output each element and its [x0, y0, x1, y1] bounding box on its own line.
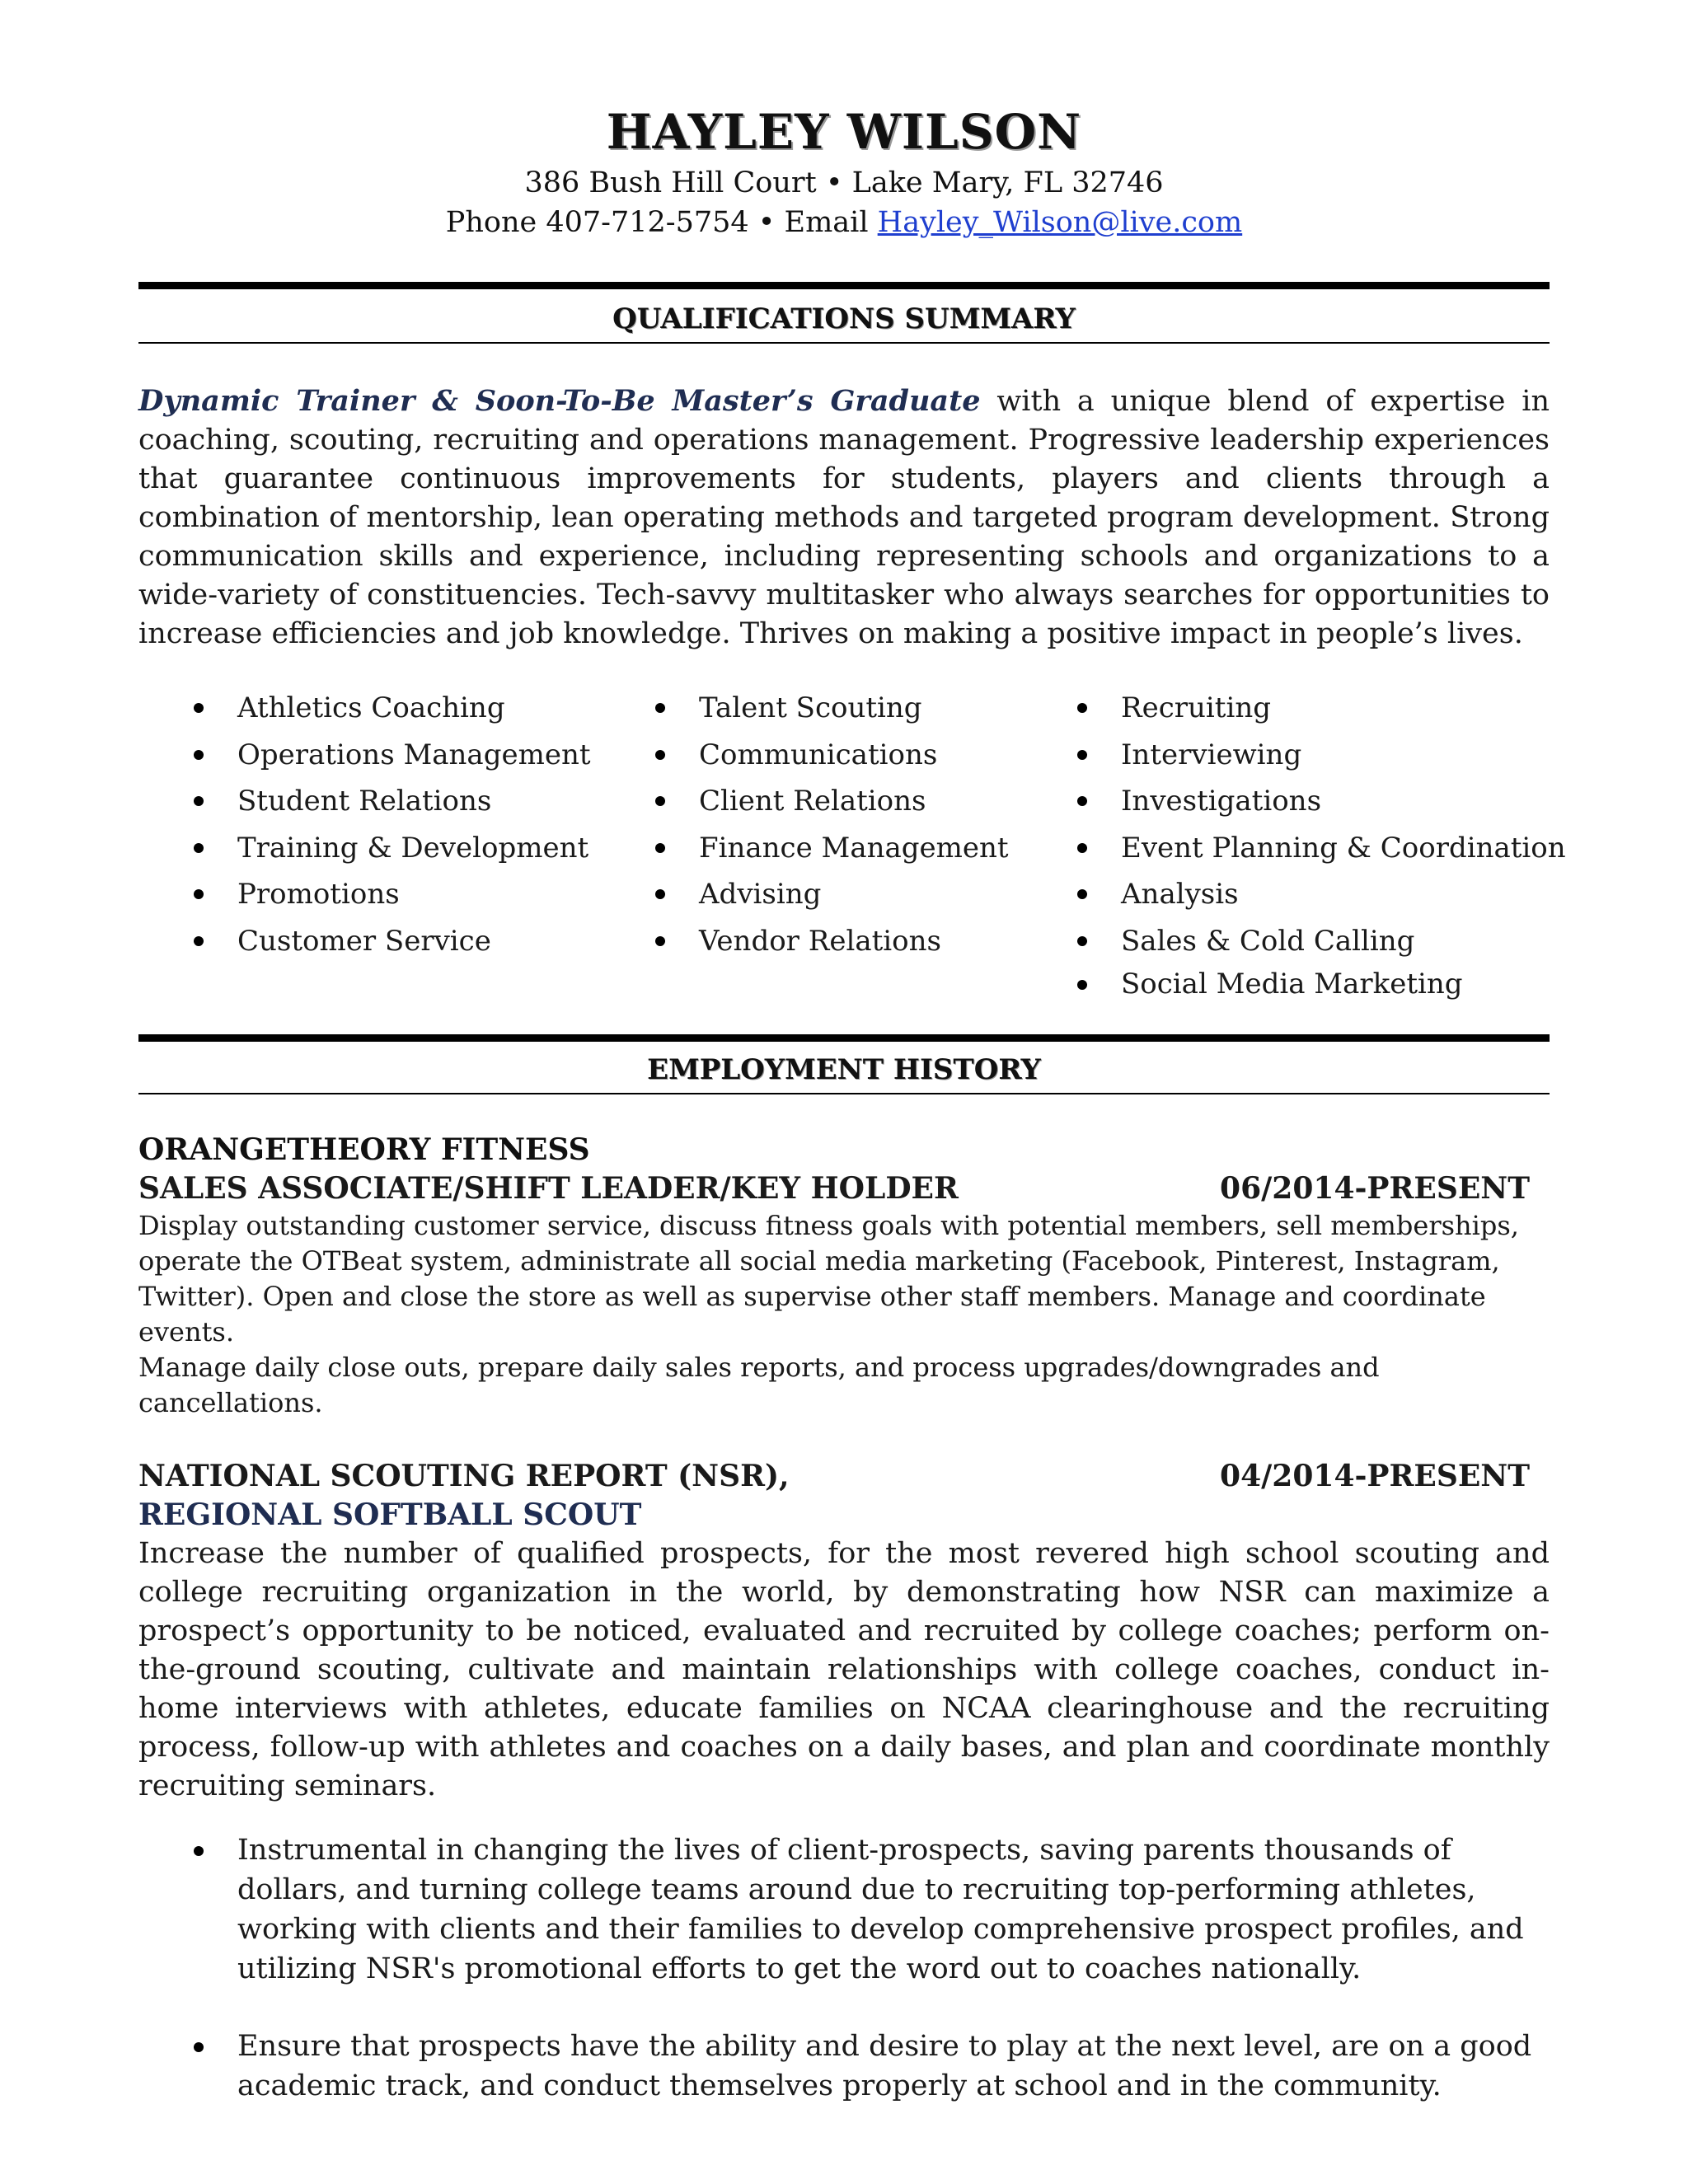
section-divider-thick	[138, 282, 1550, 289]
skills-column-2	[600, 685, 1022, 1005]
candidate-name: HAYLEY WILSON	[606, 104, 1082, 160]
skill-item: Advising	[600, 871, 1022, 918]
skill-item: Training & Development	[138, 825, 600, 872]
skills-column-1	[138, 685, 600, 1005]
skill-item: Vendor Relations	[600, 918, 1022, 965]
skill-item: Interviewing	[1022, 732, 1550, 779]
job-company: ORANGETHEORY FITNESS	[138, 1132, 590, 1167]
job-nsr	[138, 1457, 1550, 2106]
skill-item: Recruiting	[1022, 685, 1550, 732]
skill-item: Operations Management	[138, 732, 600, 779]
qualifications-summary	[138, 382, 1550, 654]
email-link[interactable]: Hayley_Wilson@live.com	[877, 206, 1243, 239]
skill-item: Promotions	[138, 871, 600, 918]
phone-text: Phone 407-712-5754 • Email	[445, 206, 878, 239]
job-description-line: operate the OTBeat system, administrate all social media marketing (Facebook, Pinterest, Instagram,	[138, 1245, 1500, 1277]
employment-title: EMPLOYMENT HISTORY	[647, 1053, 1041, 1086]
skill-item: Communications	[600, 732, 1022, 779]
job-description	[138, 1208, 1550, 1421]
job-description-line: Display outstanding customer service, discuss fitness goals with potential members, sell memberships,	[138, 1210, 1519, 1241]
achievement-item: Instrumental in changing the lives of client-prospects, saving parents thousands of dollars, and turning college teams around due to recruiting top-performing athletes, working with clients and their families to develop comprehensive prospect profiles, and utilizing NSR's promotional efforts to get the word out to coaches nationally.	[138, 1830, 1550, 1989]
job-dates: 04/2014-PRESENT	[1220, 1459, 1530, 1493]
job-achievements	[138, 1830, 1550, 2106]
job-title-row	[138, 1169, 1550, 1208]
resume-header	[138, 0, 1550, 242]
job-company: NATIONAL SCOUTING REPORT (NSR),	[138, 1459, 790, 1493]
summary-lead: Dynamic Trainer & Soon-To-Be Master’s Graduate	[138, 384, 981, 418]
job-title-row	[138, 1457, 1550, 1496]
address-line: 386 Bush Hill Court • Lake Mary, FL 32746	[524, 166, 1164, 199]
skill-item: Investigations	[1022, 778, 1550, 825]
resume-page	[138, 0, 1566, 2106]
job-dates: 06/2014-PRESENT	[1220, 1171, 1530, 1206]
qualifications-title: QUALIFICATIONS SUMMARY	[612, 302, 1076, 335]
achievement-item: Ensure that prospects have the ability and desire to play at the next level, are on a good academic track, and conduct themselves properly at school and in the community.	[138, 2027, 1550, 2106]
skill-item: Athletics Coaching	[138, 685, 600, 732]
skill-item: Talent Scouting	[600, 685, 1022, 732]
job-description-line: Manage daily close outs, prepare daily sales reports, and process upgrades/downgrades and cancellations.	[138, 1352, 1380, 1418]
section-divider-thick	[138, 1034, 1550, 1042]
job-role: SALES ASSOCIATE/SHIFT LEADER/KEY HOLDER	[138, 1171, 959, 1206]
skills-column-3	[1022, 685, 1566, 1005]
skill-item: Social Media Marketing	[1022, 964, 1550, 1005]
skills-list	[138, 685, 1566, 1005]
job-description: Increase the number of qualified prospects, for the most revered high school scouting and college recruiting organization in the world, by demonstrating how NSR can maximize a prospect’s opportunity to be noticed, evaluated and recruited by college coaches; perform on-the-ground scouting, cultivate and maintain relationships with college coaches, conduct in-home interviews with athletes, educate families on NCAA clearinghouse and the recruiting process, follow-up with athletes and coaches on a daily bases, and plan and coordinate monthly recruiting seminars.	[138, 1537, 1550, 1802]
skill-item: Analysis	[1022, 871, 1550, 918]
phone-email-line	[138, 203, 1550, 242]
summary-text: with a unique blend of expertise in coaching, scouting, recruiting and operations management. Progressive leadership experiences that guarantee continuous improvements for students, players and clients through a combination of mentorship, lean operating methods and targeted program development. Strong communication skills and experience, including representing schools and organizations to a wide-variety of constituencies. Tech-savvy multitasker who always searches for opportunities to increase efficiencies and job knowledge. Thrives on making a positive impact in people’s lives.	[138, 385, 1550, 650]
skill-item: Customer Service	[138, 918, 600, 965]
job-orangetheory	[138, 1131, 1550, 1421]
skill-item: Client Relations	[600, 778, 1022, 825]
skill-item: Sales & Cold Calling	[1022, 918, 1550, 965]
job-description-line: Twitter). Open and close the store as well as supervise other staff members. Manage and coordinate events.	[138, 1281, 1486, 1347]
skill-item: Student Relations	[138, 778, 600, 825]
skill-item: Event Planning & Coordination	[1022, 825, 1550, 872]
job-role: REGIONAL SOFTBALL SCOUT	[138, 1497, 642, 1532]
skill-item: Finance Management	[600, 825, 1022, 872]
